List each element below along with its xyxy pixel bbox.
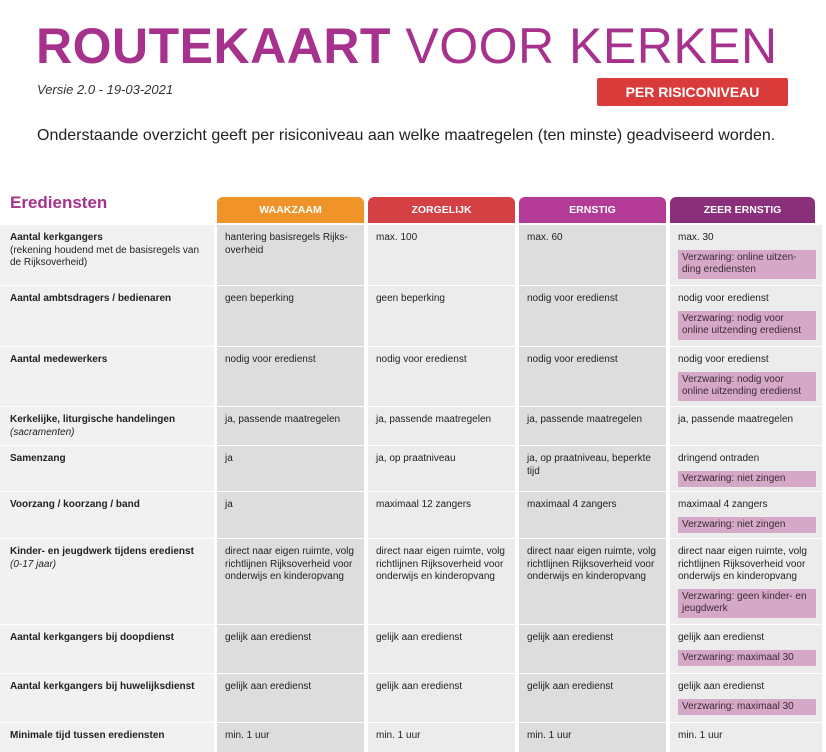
row-label bbox=[0, 225, 214, 285]
cell-l4 bbox=[670, 492, 822, 538]
version-label: Versie 2.0 - 19-03-2021 bbox=[37, 82, 174, 97]
cell-l1 bbox=[217, 723, 364, 752]
cell-text: ja, passende maatregelen bbox=[225, 414, 341, 425]
warning-box: Verzwaring: maximaal 30 bbox=[678, 699, 816, 716]
cell-text: direct naar eigen ruimte, volg richtlijnen Rijksoverheid voor onderwijs en kinderopvang bbox=[678, 546, 807, 582]
cell-text: ja, op praatniveau, beperkte tijd bbox=[527, 453, 651, 477]
cell-text: gelijk aan eredienst bbox=[376, 681, 463, 692]
cell-l3 bbox=[519, 286, 666, 346]
row-label bbox=[0, 492, 214, 538]
cell-text: min. 1 uur bbox=[376, 730, 421, 741]
cell-l4 bbox=[670, 407, 822, 445]
cell-l1 bbox=[217, 347, 364, 406]
row-label-text: Aantal kerkgangers bbox=[10, 232, 103, 243]
cell-text: ja, passende maatregelen bbox=[527, 414, 643, 425]
cell-l3 bbox=[519, 723, 666, 752]
table-row bbox=[0, 538, 826, 624]
level-header-zeer-ernstig: ZEER ERNSTIG bbox=[670, 197, 815, 223]
cell-l4 bbox=[670, 539, 822, 624]
cell-l2 bbox=[368, 539, 515, 624]
row-label bbox=[0, 723, 214, 752]
level-header-ernstig: ERNSTIG bbox=[519, 197, 666, 223]
cell-l4 bbox=[670, 723, 822, 752]
row-label bbox=[0, 539, 214, 624]
cell-text: ja, passende maatregelen bbox=[678, 414, 794, 425]
row-label bbox=[0, 407, 214, 445]
cell-l1 bbox=[217, 286, 364, 346]
cell-l2 bbox=[368, 674, 515, 722]
table-row bbox=[0, 445, 826, 491]
warning-box: Verzwaring: niet zingen bbox=[678, 517, 816, 534]
cell-text: maximaal 12 zangers bbox=[376, 499, 472, 510]
intro-text: Onderstaande overzicht geeft per risiconiveau aan welke maatregelen (ten minste) geadviseerd worden. bbox=[37, 127, 776, 144]
cell-text: direct naar eigen ruimte, volg richtlijnen Rijksoverheid voor onderwijs en kinderopvang bbox=[225, 546, 354, 582]
cell-text: gelijk aan eredienst bbox=[527, 632, 614, 643]
row-label-text: Minimale tijd tussen erediensten bbox=[10, 730, 165, 741]
table-row bbox=[0, 624, 826, 673]
row-label bbox=[0, 446, 214, 491]
cell-text: nodig voor eredienst bbox=[527, 354, 618, 365]
table-row bbox=[0, 722, 826, 752]
cell-l3 bbox=[519, 407, 666, 445]
row-label-note: (rekening houdend met de basisregels van de Rijksoverheid) bbox=[10, 244, 200, 268]
warning-box: Verzwaring: online uitzen-ding erediensten bbox=[678, 250, 816, 279]
cell-text: gelijk aan eredienst bbox=[678, 681, 765, 692]
cell-text: dringend ontraden bbox=[678, 453, 760, 464]
cell-text: min. 1 uur bbox=[225, 730, 270, 741]
row-label-italic-note: (0-17 jaar) bbox=[10, 558, 57, 570]
cell-l4 bbox=[670, 225, 822, 285]
cell-l3 bbox=[519, 446, 666, 491]
cell-l1 bbox=[217, 674, 364, 722]
cell-text: min. 1 uur bbox=[527, 730, 572, 741]
cell-l4 bbox=[670, 446, 822, 491]
cell-l1 bbox=[217, 539, 364, 624]
cell-l3 bbox=[519, 347, 666, 406]
cell-l2 bbox=[368, 407, 515, 445]
cell-text: nodig voor eredienst bbox=[678, 293, 769, 304]
level-header-zorgelijk: ZORGELIJK bbox=[368, 197, 515, 223]
cell-text: min. 1 uur bbox=[678, 730, 723, 741]
cell-text: maximaal 4 zangers bbox=[527, 499, 617, 510]
cell-l1 bbox=[217, 407, 364, 445]
table-row bbox=[0, 406, 826, 445]
table-row bbox=[0, 346, 826, 406]
table-row bbox=[0, 491, 826, 538]
cell-l3 bbox=[519, 625, 666, 673]
cell-l1 bbox=[217, 492, 364, 538]
cell-l4 bbox=[670, 674, 822, 722]
cell-l2 bbox=[368, 625, 515, 673]
row-label-text: Aantal medewerkers bbox=[10, 354, 108, 365]
cell-l2 bbox=[368, 347, 515, 406]
row-label-text: Samenzang bbox=[10, 453, 66, 464]
warning-box: Verzwaring: maximaal 30 bbox=[678, 650, 816, 667]
cell-text: direct naar eigen ruimte, volg richtlijnen Rijksoverheid voor onderwijs en kinderopvang bbox=[376, 546, 505, 582]
row-label-text: Aantal kerkgangers bij huwelijksdienst bbox=[10, 681, 195, 692]
cell-text: ja, op praatniveau bbox=[376, 453, 456, 464]
cell-text: gelijk aan eredienst bbox=[678, 632, 765, 643]
row-label bbox=[0, 674, 214, 722]
cell-text: max. 100 bbox=[376, 232, 418, 243]
warning-box: Verzwaring: geen kinder- en jeugdwerk bbox=[678, 589, 816, 618]
cell-text: ja bbox=[225, 453, 233, 464]
page-title bbox=[36, 18, 778, 74]
cell-text: ja bbox=[225, 499, 233, 510]
cell-text: gelijk aan eredienst bbox=[225, 681, 312, 692]
cell-text: hantering basisregels Rijks-overheid bbox=[225, 232, 348, 256]
cell-text: nodig voor eredienst bbox=[527, 293, 618, 304]
cell-text: nodig voor eredienst bbox=[376, 354, 467, 365]
warning-box: Verzwaring: nodig voor online uitzending eredienst bbox=[678, 311, 816, 340]
cell-text: ja, passende maatregelen bbox=[376, 414, 492, 425]
cell-l2 bbox=[368, 286, 515, 346]
cell-l3 bbox=[519, 492, 666, 538]
row-label-text: Kerkelijke, liturgische handelingen bbox=[10, 414, 176, 425]
table-row bbox=[0, 285, 826, 346]
cell-l4 bbox=[670, 347, 822, 406]
cell-l3 bbox=[519, 674, 666, 722]
row-label-text: Aantal kerkgangers bij doopdienst bbox=[10, 632, 174, 643]
table-row bbox=[0, 673, 826, 722]
cell-l1 bbox=[217, 625, 364, 673]
cell-l3 bbox=[519, 225, 666, 285]
row-label bbox=[0, 625, 214, 673]
level-header-waakzaam: WAAKZAAM bbox=[217, 197, 364, 223]
cell-l2 bbox=[368, 492, 515, 538]
cell-l2 bbox=[368, 225, 515, 285]
cell-text: gelijk aan eredienst bbox=[527, 681, 614, 692]
row-label-text: Voorzang / koorzang / band bbox=[10, 499, 140, 510]
cell-text: maximaal 4 zangers bbox=[678, 499, 768, 510]
warning-box: Verzwaring: nodig voor online uitzending eredienst bbox=[678, 372, 816, 401]
title-light: VOOR KERKEN bbox=[405, 18, 778, 74]
cell-text: nodig voor eredienst bbox=[225, 354, 316, 365]
title-bold: ROUTEKAART bbox=[36, 18, 391, 74]
cell-text: geen beperking bbox=[376, 293, 445, 304]
cell-l4 bbox=[670, 286, 822, 346]
cell-text: gelijk aan eredienst bbox=[225, 632, 312, 643]
cell-text: nodig voor eredienst bbox=[678, 354, 769, 365]
cell-l4 bbox=[670, 625, 822, 673]
cell-l2 bbox=[368, 723, 515, 752]
cell-text: geen beperking bbox=[225, 293, 294, 304]
row-label-text: Aantal ambtsdragers / bedienaren bbox=[10, 293, 172, 304]
row-label bbox=[0, 347, 214, 406]
cell-l2 bbox=[368, 446, 515, 491]
cell-l1 bbox=[217, 446, 364, 491]
cell-l1 bbox=[217, 225, 364, 285]
cell-l3 bbox=[519, 539, 666, 624]
cell-text: gelijk aan eredienst bbox=[376, 632, 463, 643]
cell-text: max. 30 bbox=[678, 232, 714, 243]
table-row bbox=[0, 224, 826, 285]
row-label bbox=[0, 286, 214, 346]
warning-box: Verzwaring: niet zingen bbox=[678, 471, 816, 488]
cell-text: max. 60 bbox=[527, 232, 563, 243]
section-title: Erediensten bbox=[10, 193, 108, 212]
risk-level-badge: PER RISICONIVEAU bbox=[597, 78, 788, 106]
cell-text: direct naar eigen ruimte, volg richtlijnen Rijksoverheid voor onderwijs en kinderopvang bbox=[527, 546, 656, 582]
row-label-italic-note: (sacramenten) bbox=[10, 426, 75, 438]
row-label-text: Kinder- en jeugdwerk tijdens eredienst bbox=[10, 546, 194, 557]
